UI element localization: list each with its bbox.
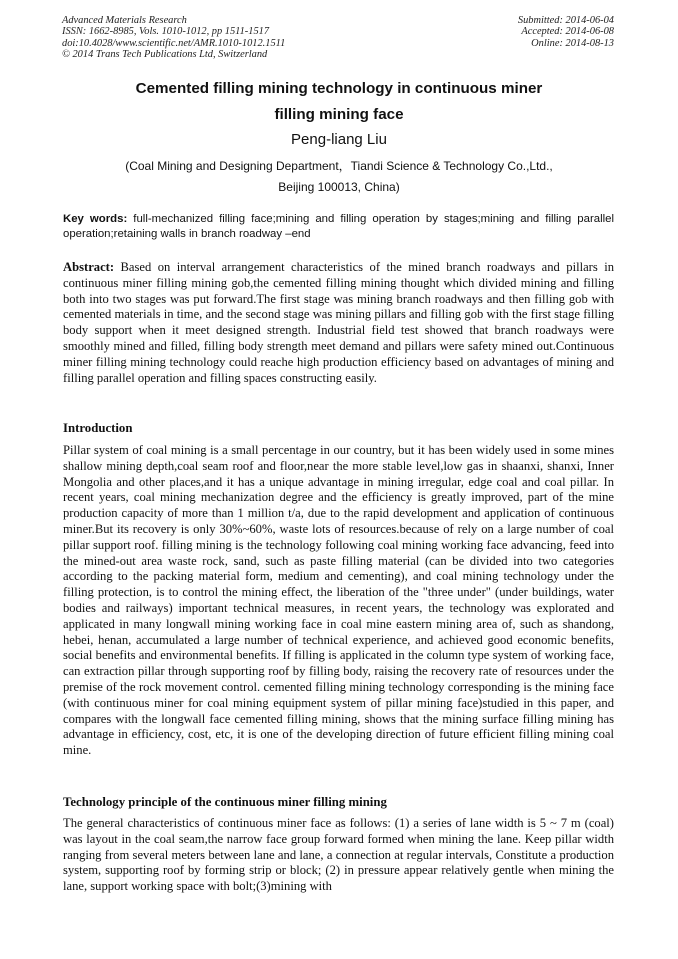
journal-name: Advanced Materials Research bbox=[62, 15, 187, 26]
abstract bbox=[63, 260, 614, 386]
introduction-heading: Introduction bbox=[63, 421, 133, 435]
affiliation-line-2: Beijing 100013, China) bbox=[278, 180, 400, 194]
accepted-date: Accepted: 2014-06-08 bbox=[521, 26, 614, 38]
doi-line[interactable]: doi:10.4028/www.scientific.net/AMR.1010-1012.1511 bbox=[62, 37, 286, 49]
issn-line: ISSN: 1662-8985, Vols. 1010-1012, pp 1511-1517 bbox=[62, 26, 270, 38]
introduction-text: Pillar system of coal mining is a small percentage in our country, but it has been widely used in some mines shallow mining depth,coal seam roof and floor,near the more stable level,low gas in shaanxi, shanxi, Inner Mongolia and other places,and it has a unique advantage in mining irregular, edge coal and coal pillar. In recent years, coal mining mechanization degree and the efficiency is greatly improved, part of the mine production capacity of more than 1 million t/a, due to the rapid development and application of continuous miner.But its recovery is only 30%~60%, waste lots of resources.because of rely on a large number of coal pillar support roof. filling mining is the technology following coal mining working face advancing, feed into the mined-out area waste rock, sand, such as paste filling material (can be divided into two categories according to the packing material form, medium and cementing), and coal mining technology under the filling protection, is to control the mining effect, the liberation of the "three under" (under buildings, water bodies and railways) important technical measures, in recent years, the technology was explorated and applicated in many longwall mining working face in coal mine eastern mining area of, such as shandong, hebei, henan, accumulated a large number of technical experience, and achieved good economic benefits, social benefits and environmental benefits. If filling is applicated in the column type system of working face, can extraction pillar through supporting roof by filling body, raising the recovery rate of resources under the premise of the rock movement control. cemented filling mining technology corresponding is the mining face (with continuous miner for coal mining equipment system of pillar mining face)studied in this paper, and compares with the longwall face cemented filling mining, shows that the mining surface filling mining has advantage in efficiency, cost, etc, it is one of the developing direction of future efficient filling mining coal mine. bbox=[63, 443, 614, 758]
keywords bbox=[63, 212, 614, 241]
affiliation-line-1: (Coal Mining and Designing Department，Tiandi Science & Technology Co.,Ltd., bbox=[125, 159, 553, 173]
paper-title-line-2: filling mining face bbox=[274, 106, 404, 123]
keywords-label: Key words: bbox=[63, 213, 128, 225]
online-date: Online: 2014-08-13 bbox=[531, 37, 614, 49]
submitted-date: Submitted: 2014-06-04 bbox=[517, 15, 614, 26]
abstract-label: Abstract: bbox=[63, 260, 115, 274]
technology-heading: Technology principle of the continuous miner filling mining bbox=[63, 795, 387, 809]
paper-title-line-1: Cemented filling mining technology in continuous miner bbox=[135, 80, 543, 97]
dates-info bbox=[518, 15, 614, 49]
technology-text: The general characteristics of continuous miner face as follows: (1) a series of lane width is 5 ~ 7 m (coal) was layout in the coal seam,the narrow face group forward formed when mining the lane. Keep pillar width ranging from several meters between lane and lane, a connection at regular intervals, Constitute a production system, supporting roof by forming strip or block; (2) in pressure appear relatively gentle when mining the lane, support working space with bolt;(3)mining with bbox=[63, 816, 614, 894]
keywords-text: full-mechanized filling face;mining and filling operation by stages;mining and filling parallel operation;retaining walls in branch roadway –end bbox=[63, 213, 614, 240]
journal-info bbox=[62, 15, 285, 60]
abstract-text: Based on interval arrangement characteristics of the mined branch roadways and pillars in continuous miner filling mining gob,the cemented filling mining thought which divided mining and filling both into two stages was put forward.The first stage was mining branch roadways and then filling gob with cemented materials in time, and the second stage was mining pillars and filling gob with the first stage filling body support when it meet designed strength. Industrial field test showed that branch roadways were smoothly mined and filled, filling body strength meet demand and pillars were safety mined out.Continuous miner filling mining technology could reache high production efficiency based on advantages of mining and filling parallel operation and filling spaces constructing easily. bbox=[63, 260, 614, 385]
author-name: Peng-liang Liu bbox=[291, 131, 387, 148]
copyright-line: © 2014 Trans Tech Publications Ltd, Switzerland bbox=[62, 48, 268, 60]
